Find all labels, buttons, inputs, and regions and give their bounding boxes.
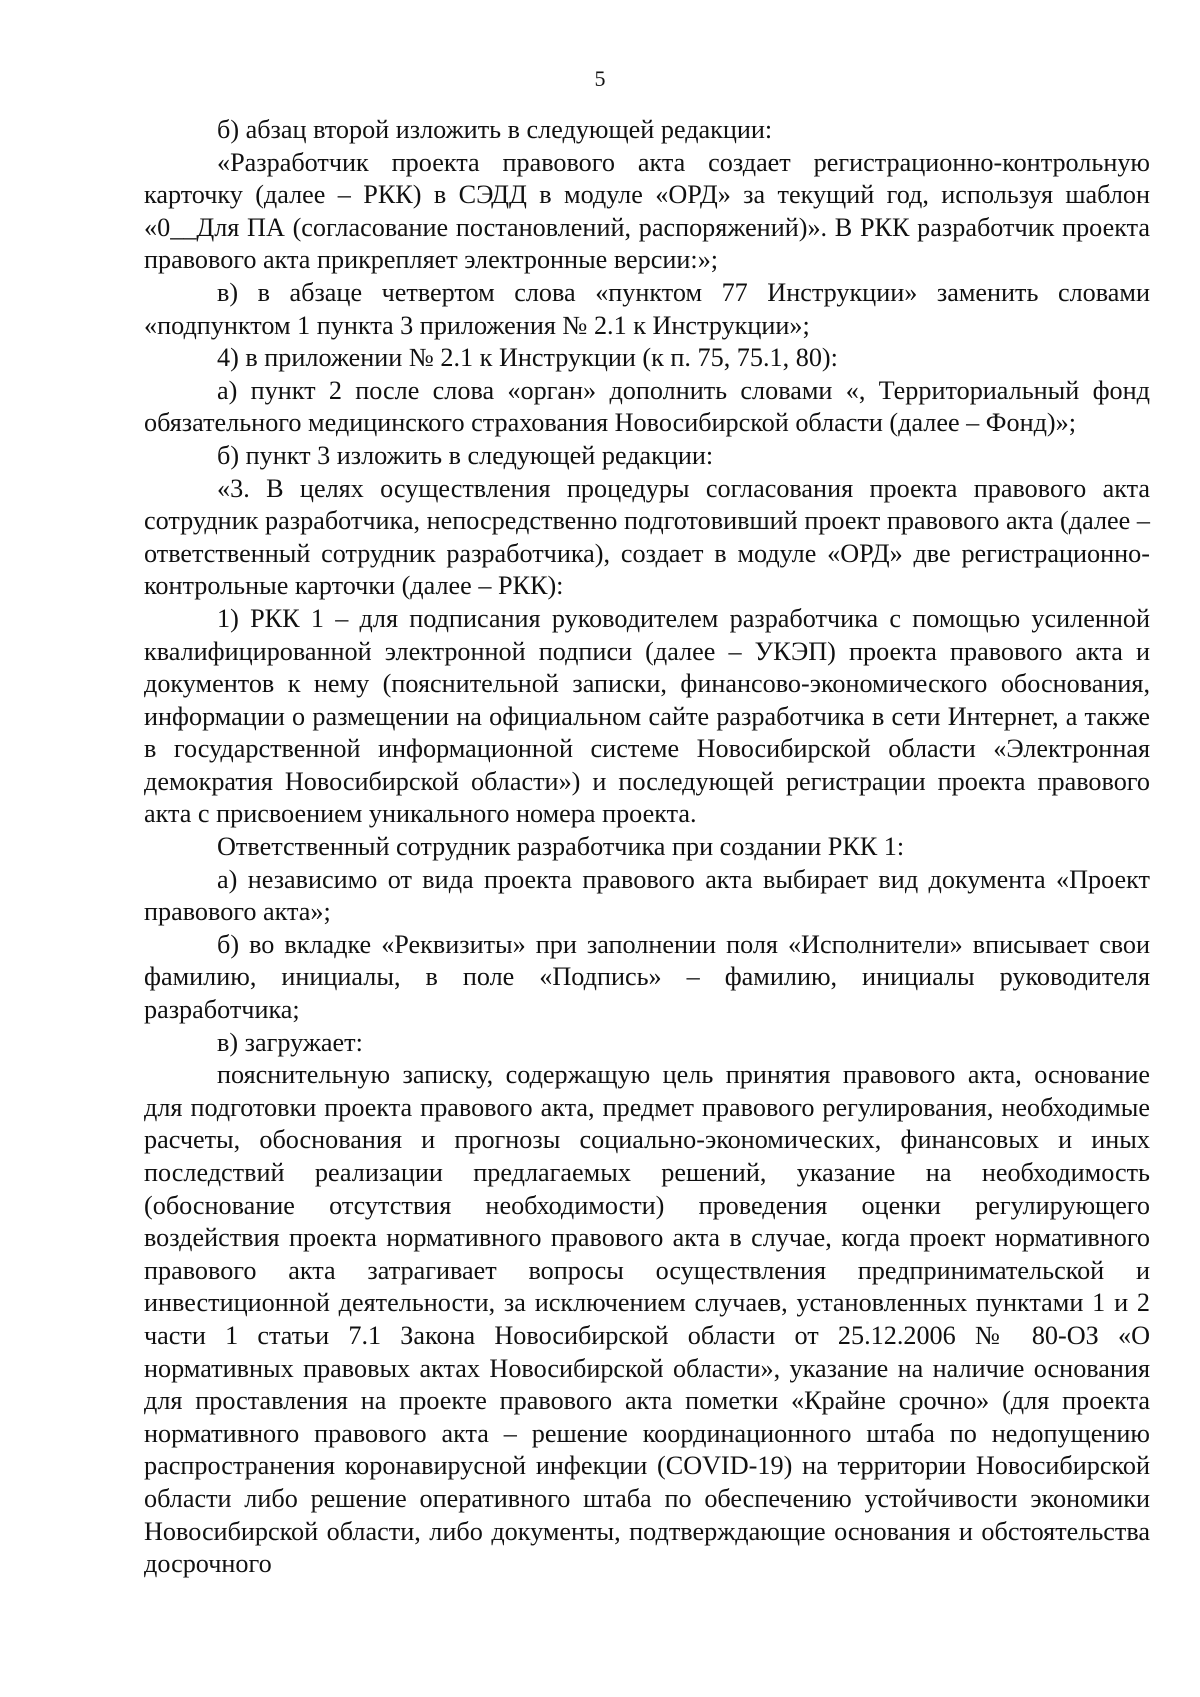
- paragraph-developer-rkk-quote: «Разработчик проекта правового акта создает регистрационно-контрольную карточку (далее – РКК) в СЭДД в модуле «ОРД» за текущий год, используя шаблон «0__Для ПА (согласование постановлений, распоряжений)». В РКК разработчик проекта правового акта прикрепляет электронные версии:»;: [144, 147, 1150, 275]
- paragraph-rkk-1-a: а) независимо от вида проекта правового акта выбирает вид документа «Проект правового акта»;: [144, 864, 1150, 927]
- document-body: [144, 114, 1150, 1581]
- paragraph-rkk-1: 1) РКК 1 – для подписания руководителем разработчика с помощью усиленной квалифицированной электронной подписи (далее – УКЭП) проекта правового акта и документов к нему (пояснительной записки, финансово-экономического обоснования, информации о размещении на официальном сайте разработчика в сети Интернет, а также в государственной информационной системе Новосибирской области «Электронная демократия Новосибирской области») и последующей регистрации проекта правового акта с присвоением уникального номера проекта.: [144, 603, 1150, 829]
- paragraph-amendment-a: а) пункт 2 после слова «орган» дополнить словами «, Территориальный фонд обязательного медицинского страхования Новосибирской области (далее – Фонд)»;: [144, 375, 1150, 438]
- paragraph-explanatory-note: пояснительную записку, содержащую цель принятия правового акта, основание для подготовки проекта правового акта, предмет правового регулирования, необходимые расчеты, обоснования и прогнозы социально-экономических, финансовых и иных последствий реализации предлагаемых решений, указание на необходимость (обоснование отсутствия необходимости) проведения оценки регулирующего воздействия проекта нормативного правового акта в случае, когда проект нормативного правового акта затрагивает вопросы осуществления предпринимательской и инвестиционной деятельности, за исключением случаев, установленных пунктами 1 и 2 части 1 статьи 7.1 Закона Новосибирской области от 25.12.2006 № 80-ОЗ «О нормативных правовых актах Новосибирской области», указание на наличие основания для проставления на проекте правового акта пометки «Крайне срочно» (для проекта нормативного правового акта – решение координационного штаба по недопущению распространения коронавирусной инфекции (COVID-19) на территории Новосибирской области либо решение оперативного штаба по обеспечению устойчивости экономики Новосибирской области, либо документы, подтверждающие основания и обстоятельства досрочного: [144, 1060, 1150, 1579]
- paragraph-rkk-1-intro: Ответственный сотрудник разработчика при создании РКК 1:: [217, 832, 905, 862]
- paragraph-amendment-v: в) в абзаце четвертом слова «пунктом 77 Инструкции» заменить словами «подпунктом 1 пункта 3 приложения № 2.1 к Инструкции»;: [144, 277, 1150, 340]
- page-number: 5: [594, 66, 606, 91]
- paragraph-rkk-1-v: в) загружает:: [217, 1027, 363, 1057]
- paragraph-amendment-b-header: б) абзац второй изложить в следующей редакции:: [217, 115, 773, 144]
- paragraph-item-4: 4) в приложении № 2.1 к Инструкции (к п. 75, 75.1, 80):: [217, 343, 838, 373]
- paragraph-point-3-quote: «3. В целях осуществления процедуры согласования проекта правового акта сотрудник разработчика, непосредственно подготовивший проект правового акта (далее – ответственный сотрудник разработчика), создает в модуле «ОРД» две регистрационно-контрольные карточки (далее – РКК):: [144, 473, 1150, 601]
- paragraph-rkk-1-b: б) во вкладке «Реквизиты» при заполнении поля «Исполнители» вписывает свои фамилию, инициалы, в поле «Подпись» – фамилию, инициалы руководителя разработчика;: [144, 929, 1150, 1025]
- paragraph-amendment-b-point-3: б) пункт 3 изложить в следующей редакции:: [217, 440, 714, 470]
